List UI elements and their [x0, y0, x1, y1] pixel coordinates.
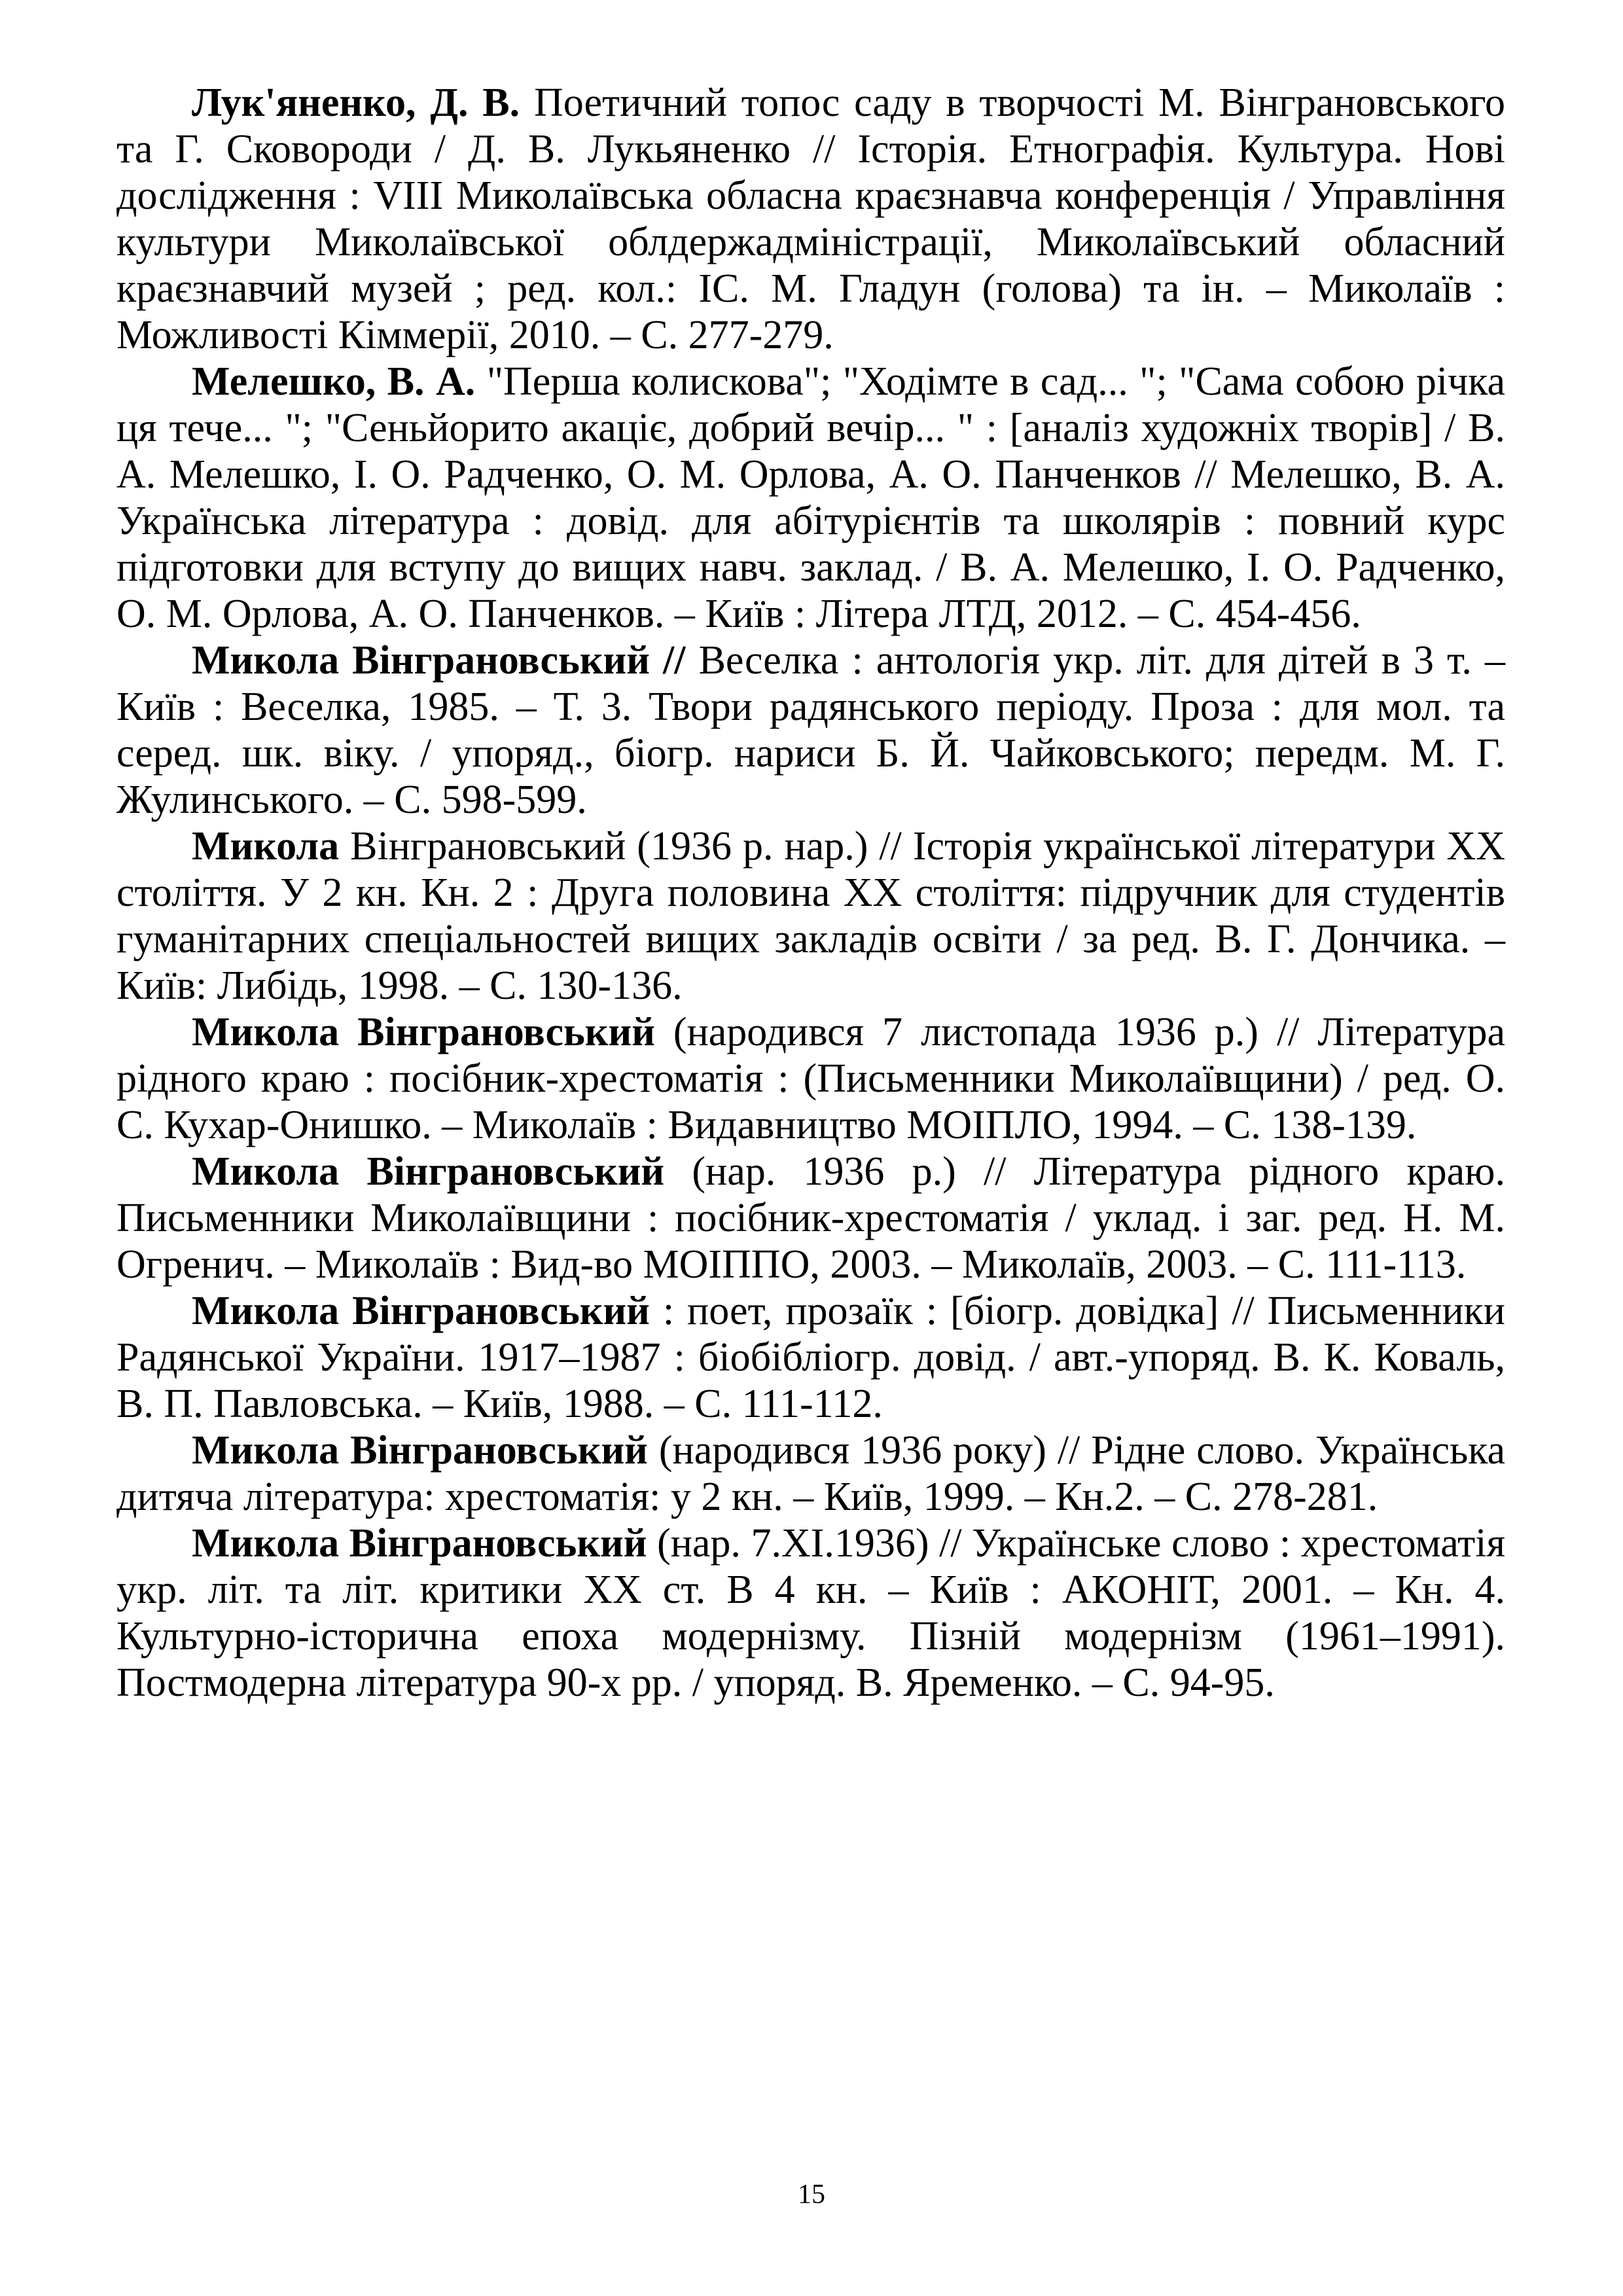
bibliography-entry — [116, 1149, 1505, 1288]
entry-author: Микола Вінграновський — [192, 1010, 655, 1054]
entry-author: Лук'яненко, Д. В. — [192, 81, 520, 125]
bibliography-entry — [116, 80, 1505, 359]
entry-text: Веселка : антологія укр. літ. для дітей в 3 т. – Київ : Веселка, 1985. – Т. 3. Твори радянського періоду. Проза : для мол. та серед. шк. віку. / упоряд., біогр. нариси Б. Й. Чайковського; передм. М. Г. Жулинського. – С. 598-599. — [116, 638, 1505, 822]
entry-text: (народився 1936 року) // Рідне слово. Українська дитяча література: хрестоматія: у 2 кн. – Київ, 1999. – Кн.2. – С. 278-281. — [116, 1428, 1505, 1519]
entry-text: (нар. 7.ХІ.1936) // Українське слово : хрестоматія укр. літ. та літ. критики ХХ ст. В 4 кн. – Київ : АКОНІТ, 2001. – Кн. 4. Культурно-історична епоха модернізму. Пізній модернізм (1961–1991). Постмодерна література 90-х рр. / упоряд. В. Яременко. – С. 94-95. — [116, 1521, 1505, 1705]
bibliography-entry — [116, 823, 1505, 1009]
bibliography-list — [116, 80, 1505, 1706]
entry-author: Микола Вінграновський // — [192, 638, 686, 683]
entry-text: Вінграновський (1936 р. нар.) // Історія української літератури ХХ століття. У 2 кн. Кн. 2 : Друга половина ХХ століття: підручник для студентів гуманітарних спеціальностей вищих закладів освіти / за ред. В. Г. Дончика. – Київ: Либідь, 1998. – С. 130-136. — [116, 824, 1505, 1008]
bibliography-entry — [116, 1427, 1505, 1520]
entry-author: Микола Вінграновський — [192, 1521, 647, 1566]
entry-author: Микола Вінграновський — [192, 1428, 648, 1473]
entry-text: (нар. 1936 р.) // Література рідного краю. Письменники Миколаївщини : посібник-хрестоматія / уклад. і заг. ред. Н. М. Огренич. – Миколаїв : Вид-во МОІППО, 2003. – Миколаїв, 2003. – С. 111-113. — [116, 1149, 1505, 1287]
bibliography-entry — [116, 359, 1505, 637]
entry-author: Микола Вінграновський — [192, 1289, 650, 1333]
page-number: 15 — [798, 2179, 825, 2210]
entry-text: : поет, прозаїк : [біогр. довідка] // Письменники Радянської України. 1917–1987 : біобібліогр. довід. / авт.-упоряд. В. К. Коваль, В. П. Павловська. – Київ, 1988. – С. 111-112. — [116, 1289, 1505, 1426]
entry-text: "Перша колискова"; "Ходімте в сад... "; "Сама собою річка ця тече... "; "Сеньйорито акаціє, добрий вечір... " : [аналіз художніх творів] / В. А. Мелешко, І. О. Радченко, О. М. Орлова, А. О. Панченков // Мелешко, В. А. Українська література : довід. для абітурієнтів та школярів : повний курс підготовки для вступу до вищих навч. заклад. / В. А. Мелешко, І. О. Радченко, О. М. Орлова, А. О. Панченков. – Київ : Літера ЛТД, 2012. – С. 454-456. — [116, 359, 1506, 636]
entry-author: Мелешко, В. А. — [192, 359, 476, 404]
entry-author: Микола — [192, 824, 340, 869]
bibliography-entry — [116, 1520, 1505, 1706]
bibliography-entry — [116, 1288, 1505, 1427]
entry-text: (народився 7 листопада 1936 р.) // Література рідного краю : посібник-хрестоматія : (Письменники Миколаївщини) / ред. О. С. Кухар-Онишко. – Миколаїв : Видавництво МОІПЛО, 1994. – С. 138-139. — [116, 1010, 1505, 1147]
entry-author: Микола Вінграновський — [192, 1149, 665, 1194]
bibliography-entry — [116, 637, 1505, 823]
entry-text: Поетичний топос саду в творчості М. Вінграновського та Г. Сковороди / Д. В. Лукьяненко // Історія. Етнографія. Культура. Нові дослідження : VIII Миколаївська обласна краєзнавча конференція / Управління культури Миколаївської облдержадміністрації, Миколаївський обласний краєзнавчий музей ; ред. кол.: ІС. М. Гладун (голова) та ін. – Миколаїв : Можливості Кіммерії, 2010. – С. 277-279. — [116, 81, 1505, 357]
bibliography-entry — [116, 1009, 1505, 1149]
